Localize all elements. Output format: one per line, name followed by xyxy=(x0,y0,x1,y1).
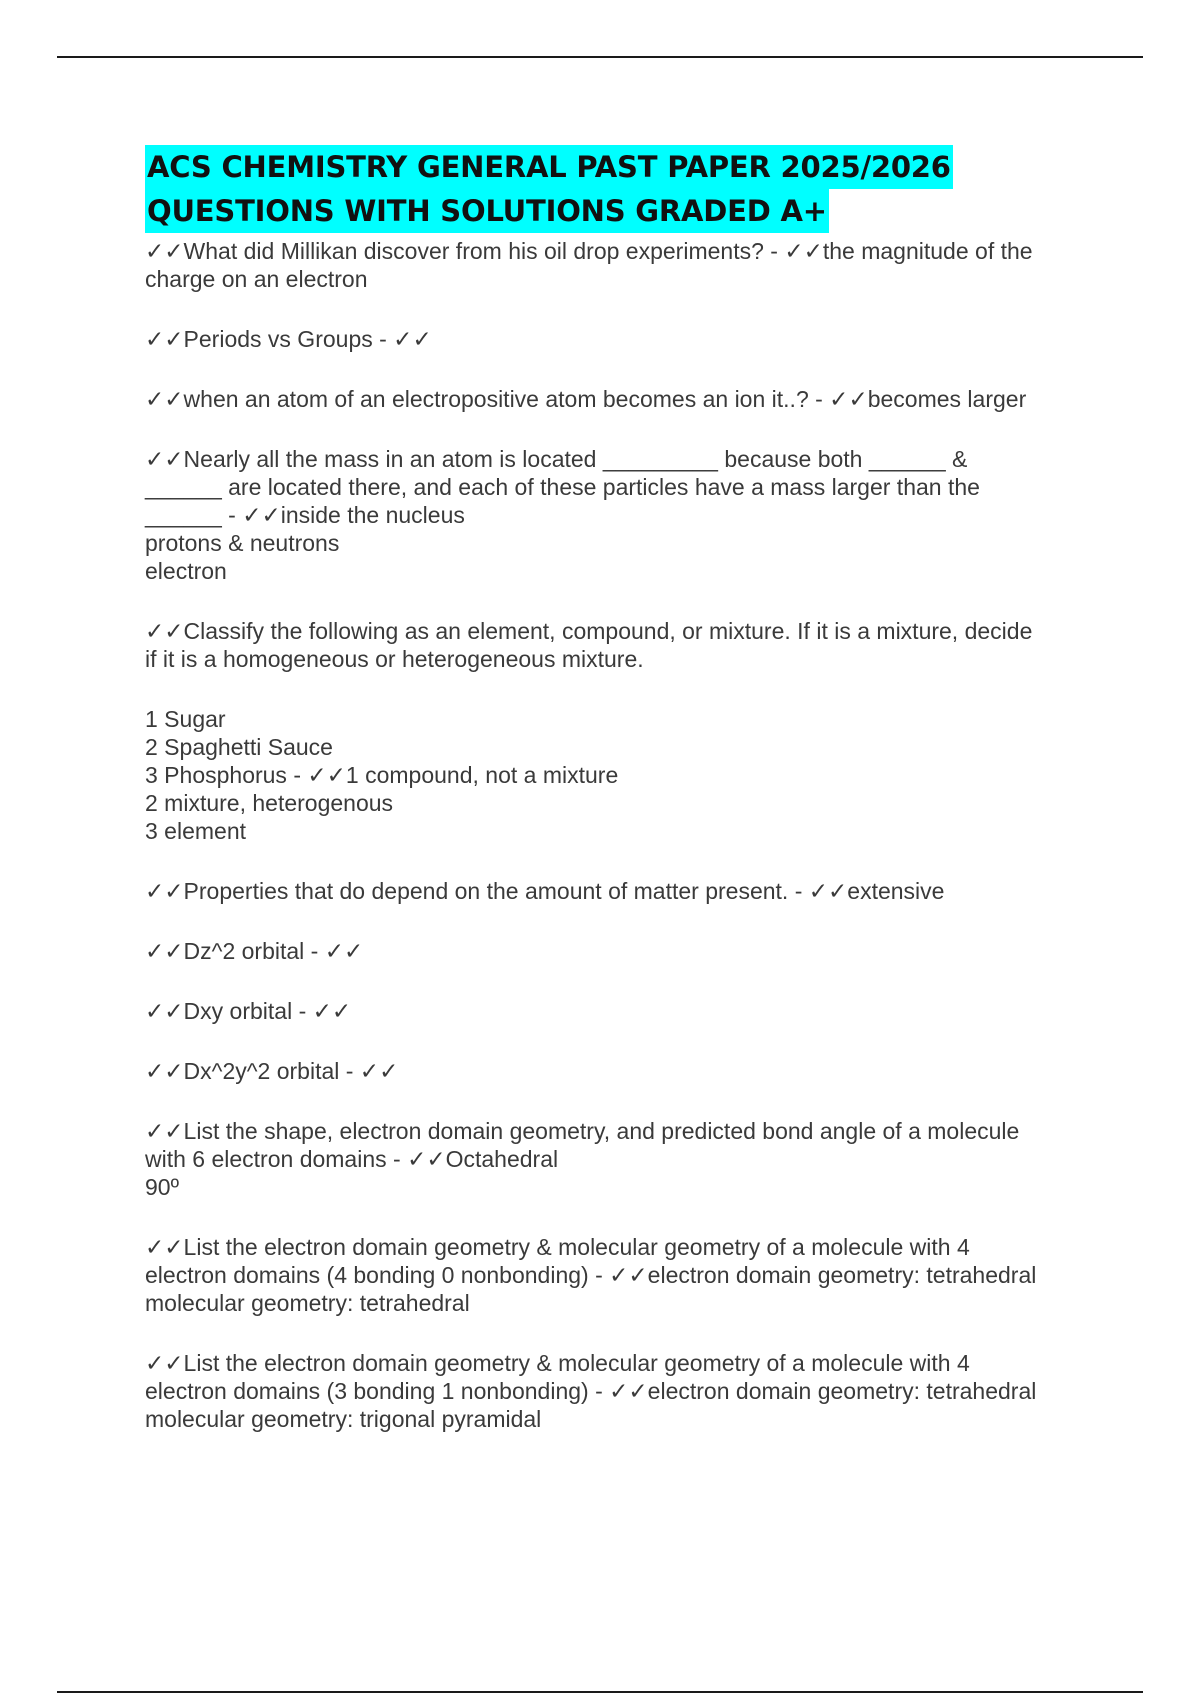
qa-line: ✓✓Periods vs Groups - ✓✓ xyxy=(145,326,432,352)
qa-item xyxy=(145,1117,1085,1201)
qa-item xyxy=(145,937,1085,965)
qa-line: ✓✓List the electron domain geometry & molecular geometry of a molecule with 4 xyxy=(145,1350,970,1376)
document-title xyxy=(145,145,1085,233)
qa-item xyxy=(145,1057,1085,1085)
qa-line: charge on an electron xyxy=(145,266,368,292)
qa-line: 2 mixture, heterogenous xyxy=(145,790,394,816)
qa-line: ✓✓List the electron domain geometry & molecular geometry of a molecule with 4 xyxy=(145,1234,970,1260)
document-body xyxy=(145,145,1085,1433)
qa-line: ✓✓List the shape, electron domain geometry, and predicted bond angle of a molecule xyxy=(145,1118,1020,1144)
top-rule xyxy=(57,56,1143,58)
bottom-rule xyxy=(57,1691,1143,1693)
qa-item xyxy=(145,997,1085,1025)
title-line-1: ACS CHEMISTRY GENERAL PAST PAPER 2025/2026 xyxy=(145,145,953,189)
qa-line: if it is a homogeneous or heterogeneous mixture. xyxy=(145,646,644,672)
qa-line: electron xyxy=(145,558,227,584)
qa-item xyxy=(145,705,1085,845)
qa-item xyxy=(145,325,1085,353)
qa-item xyxy=(145,445,1085,585)
qa-line: 2 Spaghetti Sauce xyxy=(145,734,333,760)
qa-item xyxy=(145,617,1085,673)
qa-line: ✓✓Properties that do depend on the amount of matter present. - ✓✓extensive xyxy=(145,878,945,904)
qa-item xyxy=(145,1349,1085,1433)
qa-line: molecular geometry: tetrahedral xyxy=(145,1290,470,1316)
qa-line: 90º xyxy=(145,1174,179,1200)
qa-line: ______ are located there, and each of these particles have a mass larger than the xyxy=(145,474,980,500)
qa-line: ✓✓Nearly all the mass in an atom is located _________ because both ______ & xyxy=(145,446,968,472)
qa-item xyxy=(145,1233,1085,1317)
qa-line: ✓✓Dxy orbital - ✓✓ xyxy=(145,998,352,1024)
qa-line: with 6 electron domains - ✓✓Octahedral xyxy=(145,1146,559,1172)
qa-line: ✓✓Classify the following as an element, compound, or mixture. If it is a mixture, decide xyxy=(145,618,1033,644)
qa-line: 3 element xyxy=(145,818,247,844)
qa-line: 1 Sugar xyxy=(145,706,226,732)
qa-line: ✓✓What did Millikan discover from his oil drop experiments? - ✓✓the magnitude of the xyxy=(145,238,1033,264)
qa-line: 3 Phosphorus - ✓✓1 compound, not a mixture xyxy=(145,762,619,788)
qa-line: protons & neutrons xyxy=(145,530,340,556)
qa-item xyxy=(145,877,1085,905)
qa-line: electron domains (4 bonding 0 nonbonding) - ✓✓electron domain geometry: tetrahedral xyxy=(145,1262,1037,1288)
qa-item xyxy=(145,385,1085,413)
title-line-2: QUESTIONS WITH SOLUTIONS GRADED A+ xyxy=(145,189,829,233)
qa-item xyxy=(145,237,1085,293)
qa-line: ______ - ✓✓inside the nucleus xyxy=(145,502,465,528)
qa-line: ✓✓Dz^2 orbital - ✓✓ xyxy=(145,938,364,964)
qa-line: ✓✓when an atom of an electropositive atom becomes an ion it..? - ✓✓becomes larger xyxy=(145,386,1027,412)
qa-line: molecular geometry: trigonal pyramidal xyxy=(145,1406,542,1432)
qa-line: electron domains (3 bonding 1 nonbonding) - ✓✓electron domain geometry: tetrahedral xyxy=(145,1378,1037,1404)
qa-line: ✓✓Dx^2y^2 orbital - ✓✓ xyxy=(145,1058,399,1084)
